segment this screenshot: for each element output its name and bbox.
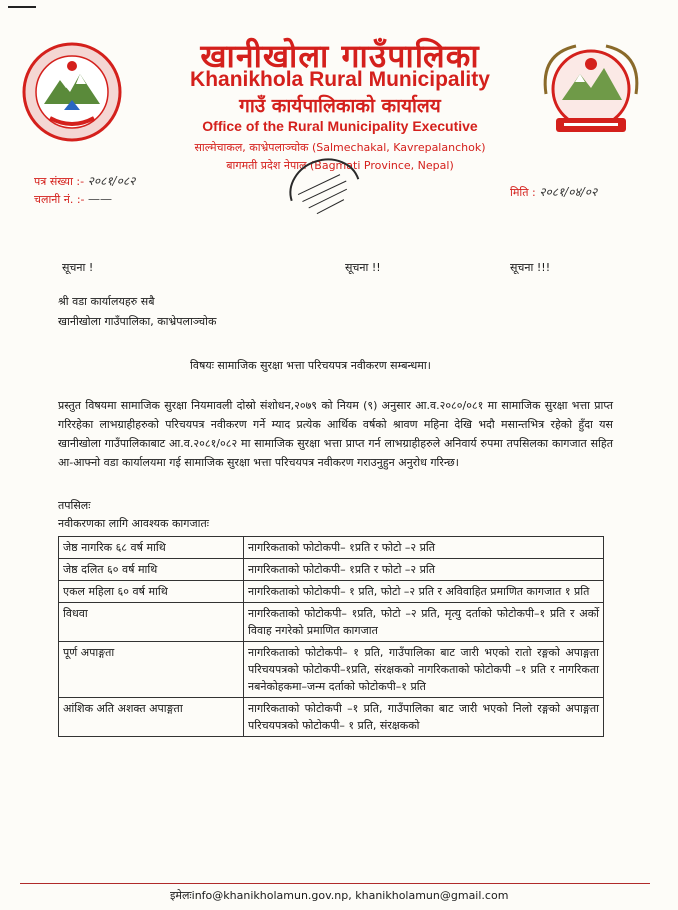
office-name-nepali: गाउँ कार्यपालिकाको कार्यालय (239, 95, 441, 117)
letter-body: प्रस्तुत विषयमा सामाजिक सुरक्षा नियमावली दोस्रो संशोधन,२०७९ को नियम (९) अनुसार आ.व.२०८०/०८१ मा सामाजिक सुरक्षा भत्ता प्राप्त गरिरहेका लाभग्राहीहरुको परिचयपत्र नवीकरण गर्ने म्याद प्रत्येक आर्थिक वर्षको श्रावण महिना देखि भदौ मसान्तभित्र रहेको हुँदा यस खानीखोला गाउँपालिकाबाट आ.व.२०८१/०८२ मा सामाजिक सुरक्षा भत्ता प्राप्त गर्न लाभग्राहीहरुले अनिवार्य रुपमा तपसिलका कागजात सहित आ-आफ्नो वडा कार्यालयमा गई सामाजिक सुरक्षा भत्ता परिचयपत्र नवीकरण गराउनुहुन अनुरोध गरिन्छ। (58, 399, 613, 469)
docs-cell: नागरिकताको फोटोकपी– १ प्रति, गाउँपालिका बाट जारी भएको रातो रङ्गको अपाङ्गता परिचयपत्रको फोटोकपी–१प्रति, संरक्षकको नागरिकताको फोटोकपी –१ प्रति र नागरिकता नबनेकोहकमा–जन्म दर्ताको फोटोकपी–१ प्रति (244, 642, 604, 698)
table-row (59, 559, 604, 581)
docs-cell: नागरिकताको फोटोकपी– १ प्रति, फोटो –२ प्रति र अविवाहित प्रमाणित कागजात १ प्रति (244, 581, 604, 603)
docs-cell: नागरिकताको फोटोकपी –१ प्रति, गाउँपालिका बाट जारी भएको निलो रङ्गको अपाङ्गता परिचयपत्रको फोटोकपी– १ प्रति, संरक्षकको (244, 698, 604, 737)
notice-3: सूचना !!! (510, 261, 551, 274)
office-address: साल्मेचाकल, काभ्रेपलाञ्चोक (Salmechakal, Kavrepalanchok) (194, 141, 486, 154)
footer-email: इमेलःinfo@khanikholamun.gov.np, khanikholamun@gmail.com (170, 889, 509, 902)
docs-cell: नागरिकताको फोटोकपी– १प्रति र फोटो –२ प्रति (244, 559, 604, 581)
date-value: २०८१/०४/०२ (539, 185, 598, 199)
patra-value: २०८१/०८२ (87, 174, 136, 188)
date-label: मिति : (510, 186, 536, 199)
table-row (59, 698, 604, 737)
office-province: बागमती प्रदेश नेपाल (Bagmati Province, Nepal) (226, 159, 454, 172)
required-docs-label: नवीकरणका लागि आवश्यक कागजातः (58, 517, 209, 530)
chalani-label: चलानी नं. :- (34, 193, 85, 206)
category-cell: आंशिक अति अशक्त अपाङ्गता (59, 698, 244, 737)
category-cell: विधवा (59, 603, 244, 642)
table-row (59, 581, 604, 603)
category-cell: एकल महिला ६० वर्ष माथि (59, 581, 244, 603)
notice-2: सूचना !! (345, 261, 381, 274)
municipality-name-english: Khanikhola Rural Municipality (190, 68, 490, 91)
docs-cell: नागरिकताको फोटोकपी– १प्रति, फोटो –२ प्रति, मृत्यु दर्ताको फोटोकपी–१ प्रति र अर्को विवाह नगरेको प्रमाणित कागजात (244, 603, 604, 642)
category-cell: पूर्ण अपाङ्गता (59, 642, 244, 698)
docs-cell: नागरिकताको फोटोकपी– १प्रति र फोटो –२ प्रति (244, 537, 604, 559)
required-documents-table (58, 536, 604, 737)
category-cell: जेष्ठ दलित ६० वर्ष माथि (59, 559, 244, 581)
category-cell: जेष्ठ नागरिक ६८ वर्ष माथि (59, 537, 244, 559)
office-name-english: Office of the Rural Municipality Executive (202, 118, 478, 134)
chalani-value: —— (88, 192, 113, 206)
patra-label: पत्र संख्या :- (34, 175, 85, 188)
nepal-emblem-logo (20, 40, 124, 144)
chalani-number (34, 192, 112, 207)
table-row (59, 642, 604, 698)
recipient-line-1: श्री वडा कार्यालयहरु सबै (58, 295, 155, 308)
patra-sankhya (34, 172, 135, 189)
date (510, 183, 597, 200)
letter-subject: विषयः सामाजिक सुरक्षा भत्ता परिचयपत्र नवीकरण सम्बन्धमा। (190, 359, 431, 372)
notice-1: सूचना ! (62, 261, 94, 274)
table-row (59, 603, 604, 642)
municipality-name-nepali: खानीखोला गाउँपालिका (200, 37, 480, 75)
office-stamp (280, 150, 370, 230)
tapasil-label: तपसिलः (58, 499, 91, 512)
footer-divider (20, 883, 650, 884)
recipient-line-2: खानीखोला गाउँपालिका, काभ्रेपलाञ्चोक (58, 315, 217, 328)
table-row (59, 537, 604, 559)
page-corner-mark (8, 6, 36, 8)
